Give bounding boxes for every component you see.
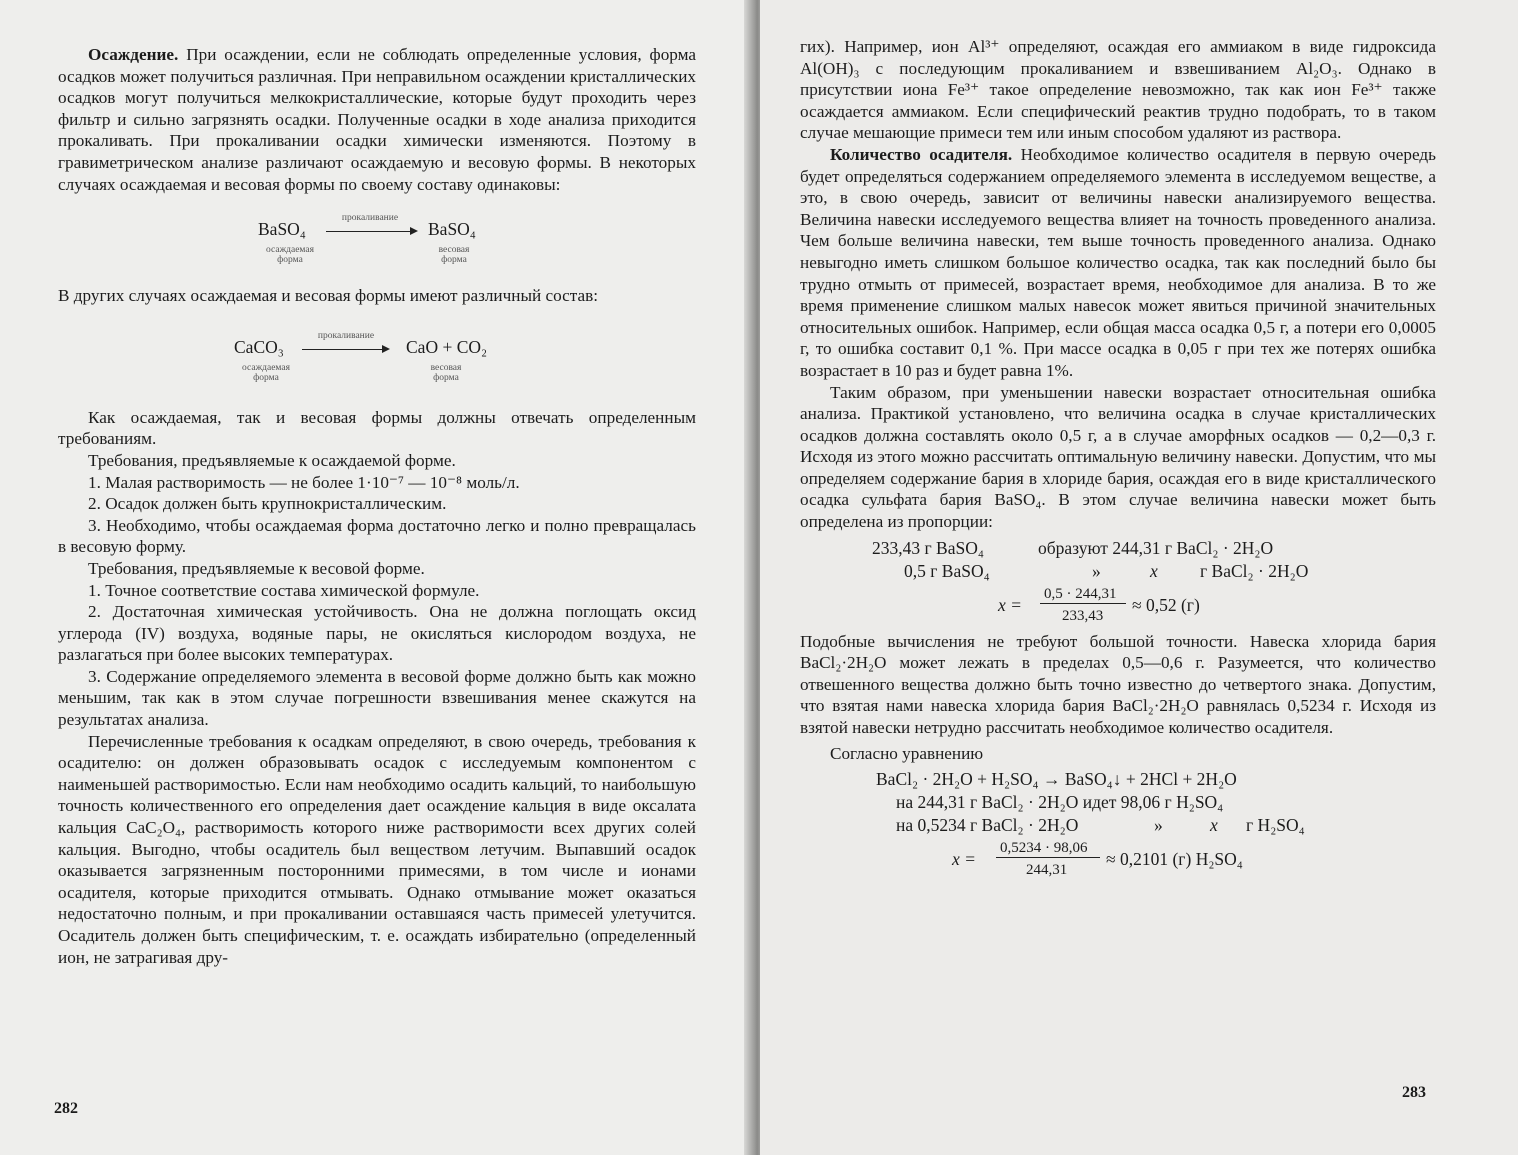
caption: осаждаемая <box>266 245 314 256</box>
caption: осаждаемая <box>242 362 290 373</box>
right-page <box>760 0 1518 1155</box>
list-item: 2. Достаточная химическая устойчивость. Она не должна поглощать оксид углерода (IV) воздуха, водяные пары, не окисляться кислородом воздуха, не разлагаться при более высоких температурах. <box>58 602 696 665</box>
paragraph <box>800 144 1436 382</box>
calc-text: образуют 244,31 г BaCl₂ · 2H₂O <box>1038 537 1274 558</box>
paragraph: Согласно уравнению <box>830 743 984 763</box>
paragraph: Требования, предъявляемые к осаждаемой форме. <box>88 450 456 470</box>
calc-text: x = <box>998 594 1022 615</box>
calc-text: 0,5 г BaSO₄ <box>904 560 990 581</box>
paragraph <box>58 44 696 195</box>
list-item: 1. Точное соответствие состава химической формуле. <box>88 580 480 600</box>
paragraph: В других случаях осаждаемая и весовая формы имеют различный состав: <box>58 286 599 306</box>
page-number: 283 <box>1402 1084 1426 1101</box>
paragraph: Требования, предъявляемые к весовой форме. <box>88 558 425 578</box>
caption: весовая <box>430 362 462 373</box>
formula-right: BaSO₄ <box>428 219 476 240</box>
arrow-label: прокаливание <box>317 330 375 341</box>
calc-text: x <box>1150 560 1158 581</box>
calc-text: » <box>1154 815 1163 836</box>
paragraph: Таким образом, при уменьшении навески возрастает относительная ошибка анализа. Практикой установлено, что величина осадка в случае кристаллических осадков должна составлять около 0,5 г, а в случае аморфных осадков — 0,2—0,3 г. Исходя из этого можно рассчитать оптимальную величину навески. Допустим, что мы определяем содержание бария в хлориде бария, осаждая его в виде кристаллического осадка сульфата бария BaSO₄. В этом случае величина навески может быть определена из пропорции: <box>800 382 1436 532</box>
calc-text: x = <box>952 849 976 870</box>
paragraph: Подобные вычисления не требуют большой точности. Навеска хлорида бария BaCl₂·2H₂O может лежать в пределах 0,5—0,6 г. Разумеется, что количество отвешенного вещества должно быть точно известно до четвертого знака. Допустим, что взятая нами навеска хлорида бария BaCl₂·2H₂O равнялась 0,5234 г. Исходя из взятой навески нетрудно рассчитать необходимое количество осадителя. <box>800 631 1436 738</box>
calculation-reaction <box>800 768 1436 879</box>
calc-text: г BaCl₂ · 2H₂O <box>1200 560 1309 581</box>
fraction-numerator: 0,5234 · 98,06 <box>1000 840 1088 857</box>
calc-text: BaCl₂ · 2H₂O + H₂SO₄ → BaSO₄↓ + 2HCl + 2H₂O <box>876 769 1237 790</box>
reaction-arrow <box>326 231 416 232</box>
list-item: 2. Осадок должен быть крупнокристаллическим. <box>88 494 447 514</box>
formula-right: CaO + CO₂ <box>406 336 488 357</box>
calc-text: на 0,5234 г BaCl₂ · 2H₂O <box>896 815 1079 836</box>
fraction-line <box>996 857 1100 858</box>
formula-baso4 <box>58 203 696 279</box>
page-number: 282 <box>54 1100 78 1117</box>
fraction-line <box>1040 603 1126 604</box>
paragraph-text: При осаждении, если не соблюдать определенные условия, форма осадков может получиться различная. При неправильном осаждении кристаллических осадков могут получиться мелкокристаллические, которые будут проходить через фильтр и сильно загрязнять осадки. Полученные осадки в ходе анализа приходится прокаливать. При прокаливании осадки химически изменяются. Поэтому в гравиметрическом анализе различают осаждаемую и весовую формы. В некоторых случаях осаждаемая и весовая формы по своему составу одинаковы: <box>58 45 697 194</box>
calc-text: » <box>1092 560 1101 581</box>
list-item: 3. Содержание определяемого элемента в весовой форме должно быть как можно меньшим, так как в этом случае погрешности взвешивания менее скажутся на результатах анализа. <box>58 666 696 730</box>
calculation-proportion <box>800 537 1436 625</box>
calc-text: ≈ 0,2101 (г) H₂SO₄ <box>1106 849 1243 870</box>
paragraph: гих). Например, ион Al³⁺ определяют, осаждая его аммиаком в виде гидроксида Al(OH)₃ с последующим прокаливанием и взвешиванием Al₂O₃. Однако в присутствии иона Fe³⁺ такое определение невозможно, так как ион Fe³⁺ также осаждается аммиаком. Если специфический реактив трудно подобрать, то в таком случае мешающие примеси тем или иным способом удаляют из раствора. <box>800 37 1436 143</box>
fraction-denominator: 244,31 <box>1026 862 1068 879</box>
caption: форма <box>277 255 303 266</box>
formula-left: CaCO₃ <box>234 336 284 357</box>
section-heading: Количество осадителя. <box>830 144 1013 164</box>
calc-text: 233,43 г BaSO₄ <box>872 537 984 558</box>
paragraph: Как осаждаемая, так и весовая формы должны отвечать определенным требованиям. <box>58 407 696 449</box>
fraction-denominator: 233,43 <box>1062 607 1104 624</box>
paragraph: Перечисленные требования к осадкам определяют, в свою очередь, требования к осадителю: он должен образовывать осадок с исследуемым компонентом с наименьшей растворимостью. Если нам необходимо осадить кальций, то наибольшую точность количественного его определения дает осаждение кальция в виде оксалата кальция CaC₂O₄, растворимость которого ниже растворимости всех других солей кальция. Выгодно, чтобы осадитель был веществом летучим. Выпавший осадок оказывается загрязненным посторонними примесями, в том числе и ионами осадителя, которые приходится отмывать. Однако отмывание может оказаться недостаточно полным, и при прокаливании оставшаяся часть примесей улетучится. Осадитель должен быть специфическим, т. е. осаждать избирательно (определенный ион, не затрагивая дру- <box>58 731 696 967</box>
calc-text: ≈ 0,52 (г) <box>1132 594 1200 615</box>
caption: форма <box>441 255 467 266</box>
formula-caco3 <box>58 313 696 397</box>
formula-left: BaSO₄ <box>258 219 306 240</box>
left-page <box>0 0 752 1155</box>
caption: весовая <box>438 245 470 256</box>
list-item: 3. Необходимо, чтобы осаждаемая форма достаточно легко и полно превращалась в весовую форму. <box>58 515 696 557</box>
arrow-label: прокаливание <box>341 213 399 224</box>
paragraph-text: Необходимое количество осадителя в первую очередь будет определяться содержанием определяемого элемента в исследуемом веществе, а это, в свою очередь, зависит от величины навески анализируемого вещества. Величина навески исследуемого вещества влияет на точность проведенного анализа. Чем больше величина навески, тем выше точность проведенного анализа. Однако невыгодно иметь слишком большое количество осадка, так как последний было бы трудно отмыть от примесей, возрастает время, необходимое для анализа. В то же время применение слишком малых навесок может явиться причиной значительных относительных ошибок. Например, если общая масса осадка 0,5 г, а потери его 0,0005 г, то ошибка составит 0,1 %. При массе осадка в 0,05 г при тех же потерях ошибка возрастает в 10 раз и будет равна 1%. <box>800 144 1436 380</box>
caption: форма <box>433 372 459 383</box>
calc-text: на 244,31 г BaCl₂ · 2H₂O идет 98,06 г H₂SO₄ <box>896 792 1224 813</box>
section-heading: Осаждение. <box>88 45 179 64</box>
calc-text: г H₂SO₄ <box>1246 815 1305 836</box>
list-item: 1. Малая растворимость — не более 1·10⁻⁷ — 10⁻⁸ моль/л. <box>88 472 520 492</box>
reaction-arrow <box>302 349 388 350</box>
caption: форма <box>253 372 279 383</box>
fraction-numerator: 0,5 · 244,31 <box>1044 585 1117 602</box>
calc-text: x <box>1210 815 1218 836</box>
